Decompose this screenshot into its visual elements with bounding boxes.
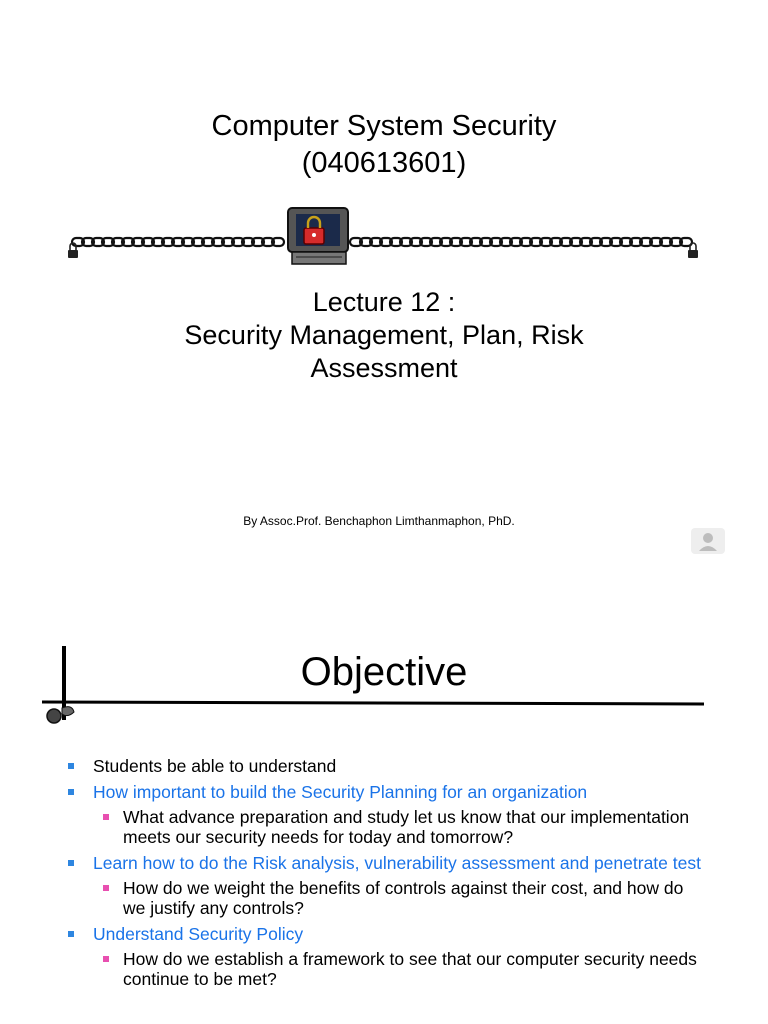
bullet-text: How do we weight the benefits of controls against their cost, and how do we justify any controls? bbox=[123, 878, 684, 918]
course-code: (040613601) bbox=[301, 147, 467, 179]
slide-title: Objective bbox=[300, 650, 468, 694]
square-bullet-icon bbox=[68, 763, 74, 769]
lecture-heading bbox=[0, 286, 768, 385]
user-placeholder-icon bbox=[690, 527, 726, 555]
list-item bbox=[66, 853, 706, 873]
pen-nib-icon bbox=[47, 707, 74, 723]
list-item bbox=[66, 878, 706, 918]
bullet-text: Learn how to do the Risk analysis, vulnerability assessment and penetrate test bbox=[93, 853, 701, 873]
objective-slide bbox=[0, 600, 768, 1024]
course-title-name: Computer System Security bbox=[211, 110, 557, 142]
locked-computer-icon bbox=[288, 208, 348, 264]
bullet-text: How do we establish a framework to see that our computer security needs continue to be met? bbox=[123, 949, 697, 989]
lecture-number: Lecture 12 : bbox=[312, 287, 456, 317]
list-item bbox=[66, 924, 706, 944]
bullet-text: Students be able to understand bbox=[93, 756, 337, 776]
list-item bbox=[66, 756, 706, 776]
lecture-topic-line1: Security Management, Plan, Risk bbox=[184, 320, 584, 350]
square-bullet-icon bbox=[68, 860, 74, 866]
padlock-icon bbox=[688, 243, 698, 258]
list-item bbox=[66, 949, 706, 989]
square-bullet-icon bbox=[103, 956, 109, 962]
bullet-text: How important to build the Security Planning for an organization bbox=[93, 782, 588, 802]
chain-right-icon bbox=[350, 238, 692, 246]
course-title bbox=[0, 108, 768, 182]
square-bullet-icon bbox=[68, 931, 74, 937]
square-bullet-icon bbox=[103, 814, 109, 820]
square-bullet-icon bbox=[103, 885, 109, 891]
list-item bbox=[66, 807, 706, 847]
chain-lock-graphic bbox=[60, 196, 710, 276]
chain-left-icon bbox=[72, 238, 284, 246]
list-item bbox=[66, 782, 706, 802]
square-bullet-icon bbox=[68, 789, 74, 795]
bullet-text: What advance preparation and study let us know that our implementation meets our security needs for today and tomorrow? bbox=[123, 807, 690, 847]
lecture-topic-line2: Assessment bbox=[310, 353, 458, 383]
objective-list bbox=[66, 750, 706, 989]
author-credit: By Assoc.Prof. Benchaphon Limthanmaphon, PhD. bbox=[243, 514, 515, 528]
bullet-text: Understand Security Policy bbox=[93, 924, 304, 944]
